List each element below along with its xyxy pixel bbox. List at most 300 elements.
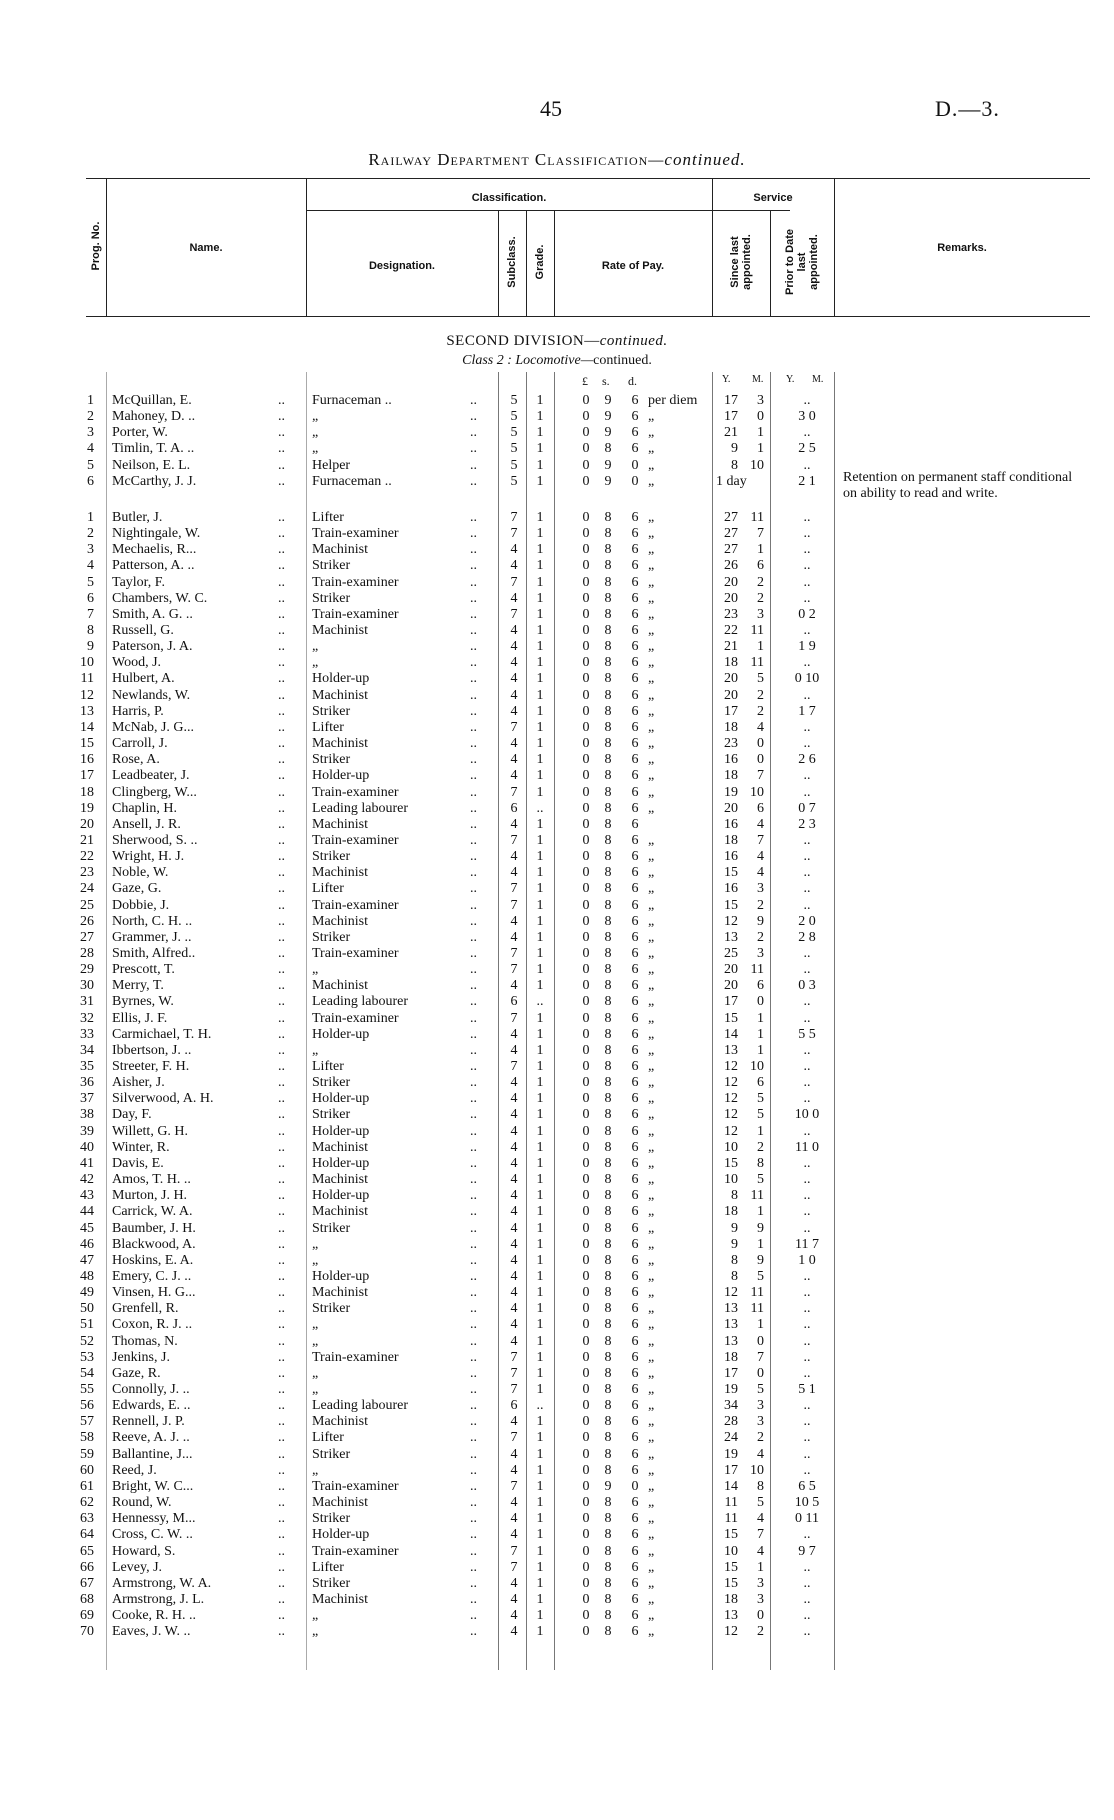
- cell-prior-service: 5 1: [798, 1382, 816, 1397]
- table-row: 26 North, C. H. .. .. Machinist .. 4 1 0 8 6 „ 12 9 2 0: [0, 914, 1114, 930]
- cell-pay-period: „: [648, 1365, 655, 1381]
- cell-prior-service: ..: [803, 768, 811, 784]
- cell-prog-no: 6: [87, 590, 94, 606]
- cell-prog-no: 1: [87, 393, 94, 408]
- cell-pay-period: „: [648, 1317, 655, 1333]
- cell-name: Ellis, J. F.: [112, 1010, 168, 1026]
- cell-pay-pence: 6: [631, 1624, 639, 1640]
- cell-pay-period: „: [648, 865, 655, 881]
- cell-prior-service: ..: [803, 1575, 811, 1591]
- cell-pay-pounds: 0: [582, 409, 590, 425]
- cell-pay-pence: 6: [631, 1382, 639, 1397]
- cell-grade: 1: [536, 1478, 544, 1494]
- cell-pay-pounds: 0: [582, 1382, 590, 1397]
- cell-pay-shillings: 8: [604, 962, 612, 978]
- cell-since-years: 14: [724, 1026, 738, 1042]
- cell-pay-shillings: 8: [604, 1382, 612, 1397]
- cell-name: Leadbeater, J.: [112, 768, 190, 784]
- cell-pay-shillings: 8: [604, 978, 612, 994]
- cell-since-years: 9: [731, 1236, 738, 1252]
- cell-pay-shillings: 8: [604, 929, 612, 945]
- cell-grade: 1: [536, 1026, 544, 1042]
- cell-prior-service: ..: [803, 1010, 811, 1026]
- cell-name: Dobbie, J.: [112, 897, 170, 913]
- cell-name: Cooke, R. H. ..: [112, 1608, 196, 1624]
- cell-subclass: 7: [510, 962, 518, 978]
- division-text: SECOND DIVISION—: [446, 333, 600, 349]
- cell-name: McNab, J. G...: [112, 719, 195, 735]
- cell-name: Noble, W.: [112, 865, 169, 881]
- cell-pay-period: „: [648, 1285, 655, 1301]
- cell-prog-no: 21: [80, 832, 94, 848]
- table-row: 25 Dobbie, J. .. Train-examiner .. 7 1 0 8 6 „ 15 2 ..: [0, 898, 1114, 914]
- cell-designation: „: [312, 1365, 319, 1381]
- cell-prior-service: ..: [803, 1220, 811, 1236]
- cell-grade: 1: [536, 1543, 544, 1559]
- cell-since-months: 4: [757, 1446, 764, 1462]
- table-row: 60 Reed, J. .. „ .. 4 1 0 8 6 „ 17 10 ..: [0, 1463, 1114, 1479]
- cell-pay-shillings: 8: [604, 687, 612, 703]
- cell-pay-pounds: 0: [582, 1591, 590, 1607]
- cell-pay-shillings: 9: [604, 393, 612, 408]
- cell-pay-shillings: 8: [604, 1317, 612, 1333]
- cell-prior-service: 6 5: [798, 1478, 816, 1494]
- cell-pay-pounds: 0: [582, 849, 590, 864]
- cell-prior-service: ..: [803, 736, 811, 751]
- cell-since-years: 8: [731, 1268, 738, 1284]
- cell-designation: Leading labourer: [312, 1398, 409, 1414]
- cell-pay-pounds: 0: [582, 1059, 590, 1074]
- cell-since-years: 17: [724, 409, 738, 425]
- cell-designation: Holder-up: [312, 1155, 370, 1171]
- cell-prior-service: ..: [803, 393, 811, 408]
- cell-name: Eaves, J. W. ..: [112, 1624, 191, 1640]
- cell-subclass: 5: [510, 441, 518, 457]
- cell-pay-pence: 6: [631, 1559, 639, 1575]
- cell-since-months: 11: [750, 509, 764, 525]
- table-row: 6 Chambers, W. C. .. Striker .. 4 1 0 8 6 „ 20 2 ..: [0, 591, 1114, 607]
- cell-pay-pounds: 0: [582, 655, 590, 671]
- cell-pay-shillings: 8: [604, 1139, 612, 1155]
- cell-grade: 1: [536, 1430, 544, 1446]
- cell-name: Carroll, J.: [112, 736, 168, 751]
- cell-name: Streeter, F. H.: [112, 1059, 190, 1074]
- cell-pay-pence: 6: [631, 1204, 639, 1220]
- cell-pay-shillings: 9: [604, 473, 612, 489]
- cell-subclass: 7: [510, 945, 518, 961]
- cell-pay-shillings: 8: [604, 736, 612, 751]
- header-rate-of-pay: Rate of Pay.: [601, 260, 665, 272]
- cell-prior-service: ..: [803, 623, 811, 638]
- cell-prog-no: 28: [80, 945, 94, 961]
- cell-designation: Striker: [312, 1107, 351, 1123]
- cell-designation: Machinist: [312, 687, 368, 703]
- cell-pay-pounds: 0: [582, 1430, 590, 1446]
- division-suffix: continued.: [599, 333, 668, 349]
- cell-pay-pounds: 0: [582, 687, 590, 703]
- cell-pay-pence: 6: [631, 590, 639, 606]
- cell-since-years: 25: [724, 945, 738, 961]
- cell-pay-period: „: [648, 687, 655, 703]
- cell-name: Davis, E.: [112, 1155, 164, 1171]
- cell-subclass: 7: [510, 881, 518, 897]
- cell-prog-no: 40: [80, 1139, 94, 1155]
- cell-since-years: 12: [724, 1075, 738, 1091]
- table-row: 42 Amos, T. H. .. .. Machinist .. 4 1 0 8 6 „ 10 5 ..: [0, 1172, 1114, 1188]
- cell-designation: Machinist: [312, 913, 368, 929]
- cell-grade: 1: [536, 623, 544, 638]
- cell-pay-shillings: 8: [604, 1268, 612, 1284]
- table-row: 70 Eaves, J. W. .. .. „ .. 4 1 0 8 6 „ 12 2 ..: [0, 1624, 1114, 1640]
- cell-prog-no: 22: [80, 849, 94, 864]
- cell-subclass: 7: [510, 1382, 518, 1397]
- table-row: 19 Chaplin, H. .. Leading labourer .. 6 .. 0 8 6 „ 20 6 0 7: [0, 801, 1114, 817]
- cell-subclass: 4: [510, 1139, 518, 1155]
- cell-pay-pence: 6: [631, 849, 639, 864]
- table-row: 4 Timlin, T. A. .. .. „ .. 5 1 0 8 6 „ 9 1 2 5: [0, 441, 1114, 457]
- cell-designation: Striker: [312, 849, 351, 864]
- cell-subclass: 4: [510, 978, 518, 994]
- cell-name: Ibbertson, J. ..: [112, 1042, 192, 1058]
- cell-prior-service: ..: [803, 719, 811, 735]
- cell-pay-shillings: 8: [604, 1252, 612, 1268]
- cell-pay-period: „: [648, 558, 655, 574]
- cell-prior-service: ..: [803, 590, 811, 606]
- cell-name: Paterson, J. A.: [112, 639, 193, 655]
- table-row: 13 Harris, P. .. Striker .. 4 1 0 8 6 „ 17 2 1 7: [0, 704, 1114, 720]
- cell-since-years: 15: [724, 1559, 738, 1575]
- cell-prior-service: ..: [803, 897, 811, 913]
- cell-pay-pence: 6: [631, 1139, 639, 1155]
- cell-pay-period: „: [648, 1091, 655, 1107]
- cell-since-months: 6: [757, 558, 764, 574]
- cell-prog-no: 54: [80, 1365, 94, 1381]
- cell-pay-pounds: 0: [582, 441, 590, 457]
- cell-prog-no: 39: [80, 1123, 94, 1139]
- cell-pay-pence: 6: [631, 606, 639, 622]
- cell-designation: Machinist: [312, 978, 368, 994]
- cell-subclass: 4: [510, 1107, 518, 1123]
- cell-since-years: 20: [724, 590, 738, 606]
- cell-pay-shillings: 8: [604, 1495, 612, 1510]
- cell-since-years: 13: [724, 1301, 738, 1317]
- cell-subclass: 4: [510, 1446, 518, 1462]
- cell-name: Newlands, W.: [112, 687, 191, 703]
- cell-pay-period: „: [648, 913, 655, 929]
- cell-subclass: 4: [510, 1042, 518, 1058]
- cell-since-months: 2: [757, 1139, 764, 1155]
- cell-grade: 1: [536, 542, 544, 558]
- cell-subclass: 4: [510, 655, 518, 671]
- cell-pay-pence: 6: [631, 1220, 639, 1236]
- cell-prog-no: 49: [80, 1285, 94, 1301]
- cell-pay-pence: 6: [631, 1059, 639, 1074]
- cell-designation: Furnaceman ..: [312, 393, 392, 408]
- cell-since-months: 11: [750, 1188, 764, 1204]
- cell-pay-shillings: 8: [604, 1042, 612, 1058]
- table-row: 49 Vinsen, H. G... .. Machinist .. 4 1 0 8 6 „ 12 11 ..: [0, 1285, 1114, 1301]
- cell-pay-pence: 6: [631, 1591, 639, 1607]
- cell-pay-pence: 6: [631, 687, 639, 703]
- cell-since-years: 15: [724, 897, 738, 913]
- cell-pay-pence: 6: [631, 1414, 639, 1430]
- cell-prog-no: 63: [80, 1511, 94, 1527]
- cell-since-years: 11: [724, 1495, 738, 1510]
- cell-grade: 1: [536, 736, 544, 751]
- cell-prior-service: ..: [803, 1462, 811, 1478]
- cell-pay-pence: 6: [631, 703, 639, 719]
- cell-pay-pounds: 0: [582, 1624, 590, 1640]
- cell-designation: „: [312, 639, 319, 655]
- cell-since-months: 1: [757, 1026, 764, 1042]
- cell-pay-period: „: [648, 1010, 655, 1026]
- cell-pay-pence: 6: [631, 913, 639, 929]
- cell-prog-no: 7: [87, 606, 94, 622]
- cell-pay-period: „: [648, 1527, 655, 1543]
- cell-grade: 1: [536, 425, 544, 441]
- cell-pay-pounds: 0: [582, 671, 590, 687]
- cell-pay-pounds: 0: [582, 558, 590, 574]
- cell-pay-shillings: 8: [604, 1301, 612, 1317]
- cell-subclass: 4: [510, 1220, 518, 1236]
- cell-prog-no: 48: [80, 1268, 94, 1284]
- cell-prior-service: ..: [803, 881, 811, 897]
- cell-pay-period: „: [648, 1591, 655, 1607]
- cell-since-years: 17: [724, 994, 738, 1010]
- cell-grade: 1: [536, 457, 544, 473]
- cell-pay-shillings: 8: [604, 1204, 612, 1220]
- cell-since-months: 1: [757, 639, 764, 655]
- cell-prior-service: ..: [803, 1059, 811, 1074]
- table-row: 64 Cross, C. W. .. .. Holder-up .. 4 1 0 8 6 „ 15 7 ..: [0, 1527, 1114, 1543]
- cell-since-years: 18: [724, 1204, 738, 1220]
- cell-since-months: 5: [757, 1268, 764, 1284]
- cell-pay-pence: 0: [631, 1478, 639, 1494]
- cell-name: Prescott, T.: [112, 962, 175, 978]
- cell-pay-pence: 6: [631, 1301, 639, 1317]
- cell-pay-period: „: [648, 719, 655, 735]
- cell-prog-no: 16: [80, 752, 94, 768]
- cell-name: Amos, T. H. ..: [112, 1172, 191, 1187]
- cell-pay-pence: 6: [631, 558, 639, 574]
- cell-prior-service: 2 1: [798, 473, 816, 489]
- table-row: 65 Howard, S. .. Train-examiner .. 7 1 0 8 6 „ 10 4 9 7: [0, 1544, 1114, 1560]
- cell-pay-period: „: [648, 1236, 655, 1252]
- cell-prior-service: ..: [803, 1624, 811, 1640]
- cell-pay-period: „: [648, 703, 655, 719]
- cell-since-years: 28: [724, 1414, 738, 1430]
- cell-pay-pounds: 0: [582, 1139, 590, 1155]
- table-row: 48 Emery, C. J. .. .. Holder-up .. 4 1 0 8 6 „ 8 5 ..: [0, 1269, 1114, 1285]
- cell-since-months: 11: [750, 1285, 764, 1301]
- cell-pay-pounds: 0: [582, 865, 590, 881]
- cell-pay-pence: 6: [631, 832, 639, 848]
- cell-since-months: 3: [757, 1414, 764, 1430]
- cell-pay-pounds: 0: [582, 1042, 590, 1058]
- table-row: 27 Grammer, J. .. .. Striker .. 4 1 0 8 6 „ 13 2 2 8: [0, 930, 1114, 946]
- table-row: 52 Thomas, N. .. „ .. 4 1 0 8 6 „ 13 0 ..: [0, 1334, 1114, 1350]
- table-row: 8 Russell, G. .. Machinist .. 4 1 0 8 6 „ 22 11 ..: [0, 623, 1114, 639]
- table-row: 58 Reeve, A. J. .. .. Lifter .. 7 1 0 8 6 „ 24 2 ..: [0, 1430, 1114, 1446]
- cell-pay-pence: 6: [631, 1527, 639, 1543]
- cell-prior-service: ..: [803, 425, 811, 441]
- cell-designation: Helper: [312, 457, 351, 473]
- cell-grade: 1: [536, 655, 544, 671]
- cell-prog-no: 23: [80, 865, 94, 881]
- cell-since-years: 8: [731, 457, 738, 473]
- cell-since-years: 11: [724, 1511, 738, 1527]
- cell-pay-pence: 6: [631, 1511, 639, 1527]
- cell-pay-period: „: [648, 1123, 655, 1139]
- cell-prior-service: ..: [803, 1608, 811, 1624]
- cell-designation: Train-examiner: [312, 574, 399, 590]
- cell-prog-no: 5: [87, 457, 94, 473]
- cell-prog-no: 4: [87, 441, 94, 457]
- cell-since-months: 1: [757, 1559, 764, 1575]
- cell-designation: Train-examiner: [312, 606, 399, 622]
- table-row: 4 Patterson, A. .. .. Striker .. 4 1 0 8 6 „ 26 6 ..: [0, 558, 1114, 574]
- cell-pay-period: „: [648, 1430, 655, 1446]
- cell-designation: Train-examiner: [312, 1349, 399, 1365]
- cell-prior-service: ..: [803, 1301, 811, 1317]
- cell-prog-no: 24: [80, 881, 94, 897]
- cell-grade: 1: [536, 1204, 544, 1220]
- cell-grade: 1: [536, 768, 544, 784]
- cell-since-years: 20: [724, 687, 738, 703]
- table-row: 34 Ibbertson, J. .. .. „ .. 4 1 0 8 6 „ 13 1 ..: [0, 1043, 1114, 1059]
- cell-grade: 1: [536, 1511, 544, 1527]
- cell-pay-pence: 6: [631, 542, 639, 558]
- cell-pay-period: „: [648, 1026, 655, 1042]
- cell-since-months: 1: [757, 1317, 764, 1333]
- cell-pay-shillings: 8: [604, 865, 612, 881]
- cell-name: Merry, T.: [112, 978, 164, 994]
- cell-prog-no: 38: [80, 1107, 94, 1123]
- cell-prog-no: 2: [87, 409, 94, 425]
- cell-since-years: 18: [724, 1591, 738, 1607]
- cell-grade: 1: [536, 1608, 544, 1624]
- cell-pay-period: „: [648, 1608, 655, 1624]
- cell-grade: 1: [536, 849, 544, 864]
- cell-pay-pence: 6: [631, 1333, 639, 1349]
- cell-name: Gaze, G.: [112, 881, 162, 897]
- cell-pay-pounds: 0: [582, 1285, 590, 1301]
- class-suffix: continued.: [593, 353, 652, 368]
- cell-since-months: 4: [757, 865, 764, 881]
- cell-subclass: 7: [510, 1478, 518, 1494]
- cell-prior-service: 11 0: [795, 1139, 819, 1155]
- cell-pay-pounds: 0: [582, 457, 590, 473]
- cell-pay-shillings: 8: [604, 1123, 612, 1139]
- cell-prog-no: 67: [80, 1575, 94, 1591]
- cell-subclass: 7: [510, 574, 518, 590]
- cell-prog-no: 10: [80, 655, 94, 671]
- cell-pay-pence: 6: [631, 1365, 639, 1381]
- cell-grade: 1: [536, 526, 544, 541]
- cell-grade: 1: [536, 962, 544, 978]
- cell-prior-service: ..: [803, 1446, 811, 1462]
- cell-pay-pence: 6: [631, 945, 639, 961]
- cell-pay-pence: 6: [631, 768, 639, 784]
- cell-pay-pence: 6: [631, 865, 639, 881]
- cell-pay-period: „: [648, 881, 655, 897]
- cell-designation: Train-examiner: [312, 526, 399, 541]
- cell-pay-pounds: 0: [582, 1188, 590, 1204]
- cell-pay-pence: 6: [631, 526, 639, 541]
- cell-since-years: 16: [724, 881, 738, 897]
- cell-designation: Machinist: [312, 1172, 368, 1187]
- cell-subclass: 4: [510, 1462, 518, 1478]
- cell-subclass: 4: [510, 865, 518, 881]
- cell-prior-service: ..: [803, 832, 811, 848]
- cell-grade: ..: [536, 994, 544, 1010]
- cell-name: Nightingale, W.: [112, 526, 201, 541]
- cell-subclass: 4: [510, 590, 518, 606]
- cell-prior-service: ..: [803, 1333, 811, 1349]
- cell-pay-period: „: [648, 1042, 655, 1058]
- cell-prior-service: 0 2: [798, 606, 816, 622]
- cell-grade: 1: [536, 719, 544, 735]
- cell-name: Coxon, R. J. ..: [112, 1317, 193, 1333]
- cell-subclass: 4: [510, 1204, 518, 1220]
- cell-subclass: 4: [510, 1317, 518, 1333]
- cell-pay-shillings: 8: [604, 574, 612, 590]
- cell-prior-service: ..: [803, 945, 811, 961]
- cell-since-months: 6: [757, 978, 764, 994]
- cell-grade: 1: [536, 441, 544, 457]
- cell-pay-shillings: 8: [604, 558, 612, 574]
- cell-name: Wright, H. J.: [112, 849, 185, 864]
- cell-pay-shillings: 8: [604, 441, 612, 457]
- cell-pay-pounds: 0: [582, 1511, 590, 1527]
- cell-grade: 1: [536, 574, 544, 590]
- cell-pay-pounds: 0: [582, 1252, 590, 1268]
- cell-pay-shillings: 8: [604, 526, 612, 541]
- cell-prog-no: 45: [80, 1220, 94, 1236]
- cell-grade: 1: [536, 1252, 544, 1268]
- cell-pay-shillings: 8: [604, 671, 612, 687]
- cell-pay-pounds: 0: [582, 1026, 590, 1042]
- cell-grade: 1: [536, 671, 544, 687]
- cell-since-years: 27: [724, 526, 738, 541]
- cell-pay-pence: 6: [631, 962, 639, 978]
- cell-pay-pounds: 0: [582, 768, 590, 784]
- cell-prior-service: ..: [803, 1155, 811, 1171]
- cell-since-years: 8: [731, 1188, 738, 1204]
- cell-prog-no: 58: [80, 1430, 94, 1446]
- cell-pay-pence: 6: [631, 1236, 639, 1252]
- cell-prior-service: 0 3: [798, 978, 816, 994]
- cell-pay-period: „: [648, 1172, 655, 1187]
- cell-pay-pence: 6: [631, 1268, 639, 1284]
- cell-pay-shillings: 8: [604, 719, 612, 735]
- cell-since-years: 10: [724, 1172, 738, 1187]
- cell-since-months: 9: [757, 913, 764, 929]
- cell-since-months: 7: [757, 526, 764, 541]
- cell-pay-shillings: 8: [604, 881, 612, 897]
- cell-name: Bright, W. C...: [112, 1478, 194, 1494]
- cell-subclass: 4: [510, 1236, 518, 1252]
- cell-grade: 1: [536, 1333, 544, 1349]
- cell-prog-no: 68: [80, 1591, 94, 1607]
- cell-name: Timlin, T. A. ..: [112, 441, 195, 457]
- cell-pay-pounds: 0: [582, 1220, 590, 1236]
- cell-pay-pence: 6: [631, 671, 639, 687]
- cell-prior-service: 0 11: [795, 1511, 819, 1527]
- cell-designation: Machinist: [312, 1495, 368, 1510]
- cell-pay-pounds: 0: [582, 736, 590, 751]
- cell-since-years: 18: [724, 1349, 738, 1365]
